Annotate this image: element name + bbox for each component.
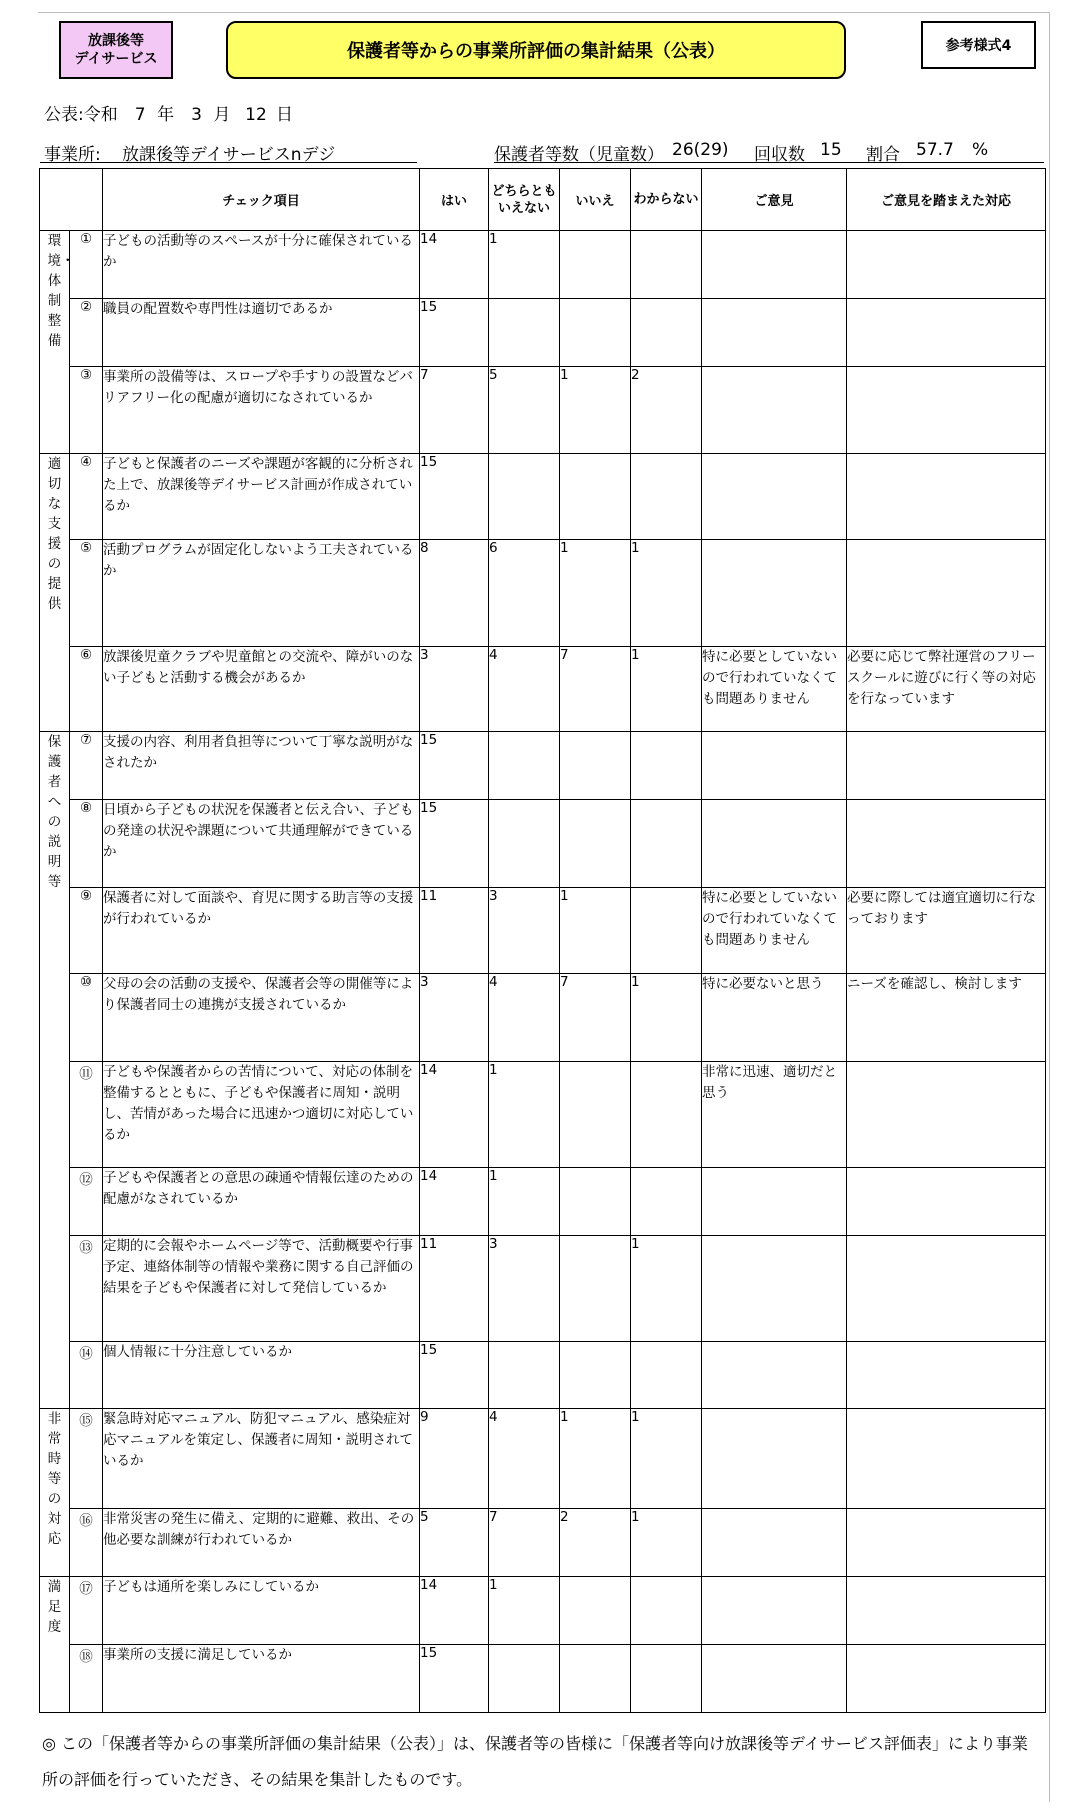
count-no: 7	[560, 974, 631, 1062]
table-row	[40, 974, 1046, 1062]
count-unknown	[631, 800, 702, 888]
item-number: ③	[70, 367, 103, 454]
response-text: ニーズを確認し、検討します	[847, 974, 1046, 1062]
count-neither: 1	[489, 231, 560, 299]
count-yes: 14	[420, 1168, 489, 1236]
item-text: 非常災害の発生に備え、定期的に避難、救出、その他必要な訓練が行われているか	[103, 1509, 420, 1577]
header-neither: どちらとも いえない	[489, 169, 560, 231]
response-text	[847, 1168, 1046, 1236]
response-text	[847, 540, 1046, 647]
table-row	[40, 367, 1046, 454]
item-text: 支援の内容、利用者負担等について丁寧な説明がなされたか	[103, 732, 420, 800]
item-number: ⑫	[70, 1168, 103, 1236]
ratio-label: 割合	[866, 145, 900, 165]
collected-value: 15	[820, 140, 842, 160]
opinion-text	[702, 454, 847, 540]
table-row	[40, 732, 1046, 800]
count-unknown: 2	[631, 367, 702, 454]
count-neither	[489, 454, 560, 540]
count-no	[560, 1062, 631, 1168]
category-cell	[40, 231, 75, 454]
count-unknown	[631, 888, 702, 974]
count-yes: 11	[420, 1236, 489, 1342]
category-label: 保護者への説明等	[47, 734, 62, 890]
opinion-text	[702, 1577, 847, 1645]
count-yes: 15	[420, 1342, 489, 1409]
response-text	[847, 299, 1046, 367]
count-unknown	[631, 454, 702, 540]
response-text	[847, 454, 1046, 540]
item-text: 子どもや保護者との意思の疎通や情報伝達のための配慮がなされているか	[103, 1168, 420, 1236]
count-yes: 8	[420, 540, 489, 647]
table-row	[40, 1236, 1046, 1342]
publish-day: 12	[245, 105, 267, 125]
item-number: ⑯	[70, 1509, 103, 1577]
table-row	[40, 299, 1046, 367]
item-number: ⑬	[70, 1236, 103, 1342]
count-neither: 3	[489, 1236, 560, 1342]
table-row	[40, 540, 1046, 647]
page-right-border	[1049, 12, 1050, 1802]
table-header-row	[40, 169, 1046, 231]
item-text: 日頃から子どもの状況を保護者と伝え合い、子どもの発達の状況や課題について共通理解ができているか	[103, 800, 420, 888]
item-number: ⑪	[70, 1062, 103, 1168]
count-unknown: 1	[631, 974, 702, 1062]
count-no: 1	[560, 1409, 631, 1509]
count-no	[560, 1236, 631, 1342]
table-row	[40, 454, 1046, 540]
count-yes: 15	[420, 1645, 489, 1713]
table-row	[40, 1577, 1046, 1645]
item-number: ①	[70, 231, 103, 299]
response-text	[847, 1342, 1046, 1409]
guardians-value: 26(29)	[672, 140, 729, 160]
response-text: 必要に際しては適宜適切に行なっております	[847, 888, 1046, 974]
item-text: 子どもと保護者のニーズや課題が客観的に分析された上で、放課後等デイサービス計画が作成されているか	[103, 454, 420, 540]
count-yes: 14	[420, 1062, 489, 1168]
table-body	[40, 231, 1046, 1713]
response-text	[847, 732, 1046, 800]
count-no	[560, 1577, 631, 1645]
count-unknown: 1	[631, 1409, 702, 1509]
opinion-text	[702, 1409, 847, 1509]
service-type-label: 放課後等 デイサービス	[59, 21, 173, 79]
header-no: いいえ	[560, 169, 631, 231]
evaluation-table	[39, 168, 1046, 1713]
count-neither	[489, 1342, 560, 1409]
item-text: 事業所の設備等は、スロープや手すりの設置などバリアフリー化の配慮が適切になされているか	[103, 367, 420, 454]
page-title: 保護者等からの事業所評価の集計結果（公表）	[226, 21, 846, 79]
response-text	[847, 1236, 1046, 1342]
count-neither: 7	[489, 1509, 560, 1577]
item-number: ⑭	[70, 1342, 103, 1409]
count-unknown	[631, 1577, 702, 1645]
stats-underline	[494, 162, 1044, 163]
item-text: 保護者に対して面談や、育児に関する助言等の支援が行われているか	[103, 888, 420, 974]
count-yes: 5	[420, 1509, 489, 1577]
category-label: 満足度	[47, 1579, 62, 1635]
opinion-text	[702, 299, 847, 367]
item-text: 定期的に会報やホームページ等で、活動概要や行事予定、連絡体制等の情報や業務に関する自己評価の結果を子どもや保護者に対して発信しているか	[103, 1236, 420, 1342]
item-text: 個人情報に十分注意しているか	[103, 1342, 420, 1409]
table-row	[40, 1645, 1046, 1713]
table-row	[40, 1062, 1046, 1168]
count-no: 2	[560, 1509, 631, 1577]
count-yes: 14	[420, 231, 489, 299]
collected-label: 回収数	[754, 145, 805, 165]
opinion-text	[702, 1509, 847, 1577]
opinion-text: 特に必要としていないので行われていなくても問題ありません	[702, 647, 847, 732]
response-text	[847, 1409, 1046, 1509]
count-neither: 1	[489, 1577, 560, 1645]
response-text	[847, 1577, 1046, 1645]
count-no	[560, 1342, 631, 1409]
count-unknown: 1	[631, 540, 702, 647]
count-unknown	[631, 732, 702, 800]
header-response: ご意見を踏まえた対応	[847, 169, 1046, 231]
count-unknown	[631, 1062, 702, 1168]
header-yes: はい	[420, 169, 489, 231]
table-row	[40, 800, 1046, 888]
count-yes: 15	[420, 299, 489, 367]
opinion-text: 特に必要ないと思う	[702, 974, 847, 1062]
response-text	[847, 1509, 1046, 1577]
count-unknown: 1	[631, 647, 702, 732]
ratio-unit: %	[972, 140, 989, 160]
count-yes: 7	[420, 367, 489, 454]
response-text: 必要に応じて弊社運営のフリースクールに遊びに行く等の対応を行なっています	[847, 647, 1046, 732]
guardians-label: 保護者等数（児童数）	[494, 145, 664, 165]
opinion-text	[702, 1236, 847, 1342]
header-unknown: わからない	[631, 169, 702, 231]
opinion-text: 特に必要としていないので行われていなくても問題ありません	[702, 888, 847, 974]
header-blank	[40, 169, 103, 231]
table-row	[40, 888, 1046, 974]
category-cell	[40, 1577, 70, 1713]
count-unknown	[631, 299, 702, 367]
count-neither: 5	[489, 367, 560, 454]
office-label: 事業所:	[44, 145, 101, 165]
table-row	[40, 647, 1046, 732]
opinion-text: 非常に迅速、適切だと思う	[702, 1062, 847, 1168]
category-label: 環境・体制整備	[47, 233, 75, 349]
count-unknown	[631, 1645, 702, 1713]
count-no	[560, 454, 631, 540]
table-row	[40, 1168, 1046, 1236]
category-label: 適切な支援の提供	[47, 456, 62, 612]
publish-label: 公表:令和	[44, 105, 118, 125]
item-text: 子どもの活動等のスペースが十分に確保されているか	[103, 231, 420, 299]
count-yes: 15	[420, 800, 489, 888]
count-neither: 4	[489, 647, 560, 732]
item-text: 子どもは通所を楽しみにしているか	[103, 1577, 420, 1645]
count-neither	[489, 732, 560, 800]
count-yes: 15	[420, 454, 489, 540]
count-yes: 9	[420, 1409, 489, 1509]
count-neither	[489, 1645, 560, 1713]
count-neither	[489, 299, 560, 367]
publish-date	[44, 100, 293, 125]
opinion-text	[702, 231, 847, 299]
opinion-text	[702, 1645, 847, 1713]
count-yes: 11	[420, 888, 489, 974]
count-yes: 3	[420, 647, 489, 732]
opinion-text	[702, 1342, 847, 1409]
publish-day-unit: 日	[275, 105, 293, 125]
table-row	[40, 231, 1046, 299]
response-text	[847, 800, 1046, 888]
publish-year-unit: 年	[157, 105, 175, 125]
item-number: ④	[70, 454, 103, 540]
item-number: ⑮	[70, 1409, 103, 1509]
count-no	[560, 800, 631, 888]
publish-year: 7	[134, 105, 146, 125]
opinion-text	[702, 367, 847, 454]
office-name: 放課後等デイサービスnデジ	[122, 145, 336, 165]
item-number: ⑥	[70, 647, 103, 732]
reference-form-label: 参考様式4	[921, 21, 1036, 69]
ratio-value: 57.7	[916, 140, 954, 160]
item-text: 放課後児童クラブや児童館との交流や、障がいのない子どもと活動する機会があるか	[103, 647, 420, 732]
footer-note: ◎ この「保護者等からの事業所評価の集計結果（公表）」は、保護者等の皆様に「保護者等向け放課後等デイサービス評価表」により事業所の評価を行っていただき、その結果を集計したものです。	[42, 1734, 1028, 1789]
item-number: ⑨	[70, 888, 103, 974]
item-number: ⑰	[70, 1577, 103, 1645]
count-neither: 3	[489, 888, 560, 974]
opinion-text	[702, 1168, 847, 1236]
count-no: 1	[560, 888, 631, 974]
item-number: ②	[70, 299, 103, 367]
item-number: ⑦	[70, 732, 103, 800]
count-neither: 1	[489, 1062, 560, 1168]
response-text	[847, 1645, 1046, 1713]
item-text: 活動プログラムが固定化しないよう工夫されているか	[103, 540, 420, 647]
count-no	[560, 1645, 631, 1713]
page-top-border	[38, 12, 1050, 13]
publish-month-unit: 月	[213, 105, 231, 125]
count-unknown: 1	[631, 1236, 702, 1342]
count-no: 1	[560, 367, 631, 454]
item-text: 緊急時対応マニュアル、防犯マニュアル、感染症対応マニュアルを策定し、保護者に周知・説明されているか	[103, 1409, 420, 1509]
count-no	[560, 1168, 631, 1236]
category-label: 非常時等の対応	[47, 1411, 62, 1547]
count-neither	[489, 800, 560, 888]
item-text: 事業所の支援に満足しているか	[103, 1645, 420, 1713]
count-neither: 4	[489, 974, 560, 1062]
category-cell	[40, 732, 70, 1409]
count-unknown	[631, 1168, 702, 1236]
response-text	[847, 231, 1046, 299]
office-underline	[40, 162, 417, 163]
count-yes: 15	[420, 732, 489, 800]
header-check-item: チェック項目	[103, 169, 420, 231]
opinion-text	[702, 800, 847, 888]
count-neither: 6	[489, 540, 560, 647]
opinion-text	[702, 732, 847, 800]
count-neither: 4	[489, 1409, 560, 1509]
table-row	[40, 1342, 1046, 1409]
count-yes: 14	[420, 1577, 489, 1645]
table-row	[40, 1509, 1046, 1577]
count-no	[560, 231, 631, 299]
count-unknown	[631, 231, 702, 299]
item-number: ⑤	[70, 540, 103, 647]
item-text: 子どもや保護者からの苦情について、対応の体制を整備するとともに、子どもや保護者に周知・説明し、苦情があった場合に迅速かつ適切に対応しているか	[103, 1062, 420, 1168]
count-unknown	[631, 1342, 702, 1409]
count-no: 1	[560, 540, 631, 647]
category-cell	[40, 454, 70, 732]
table-row	[40, 1409, 1046, 1509]
opinion-text	[702, 540, 847, 647]
item-text: 父母の会の活動の支援や、保護者会等の開催等により保護者同士の連携が支援されているか	[103, 974, 420, 1062]
count-no: 7	[560, 647, 631, 732]
item-number: ⑱	[70, 1645, 103, 1713]
header-opinion: ご意見	[702, 169, 847, 231]
item-number: ⑧	[70, 800, 103, 888]
item-text: 職員の配置数や専門性は適切であるか	[103, 299, 420, 367]
count-no	[560, 732, 631, 800]
count-no	[560, 299, 631, 367]
response-text	[847, 1062, 1046, 1168]
response-text	[847, 367, 1046, 454]
count-neither: 1	[489, 1168, 560, 1236]
item-number: ⑩	[70, 974, 103, 1062]
count-unknown: 1	[631, 1509, 702, 1577]
count-yes: 3	[420, 974, 489, 1062]
publish-month: 3	[191, 105, 202, 125]
category-cell	[40, 1409, 70, 1577]
